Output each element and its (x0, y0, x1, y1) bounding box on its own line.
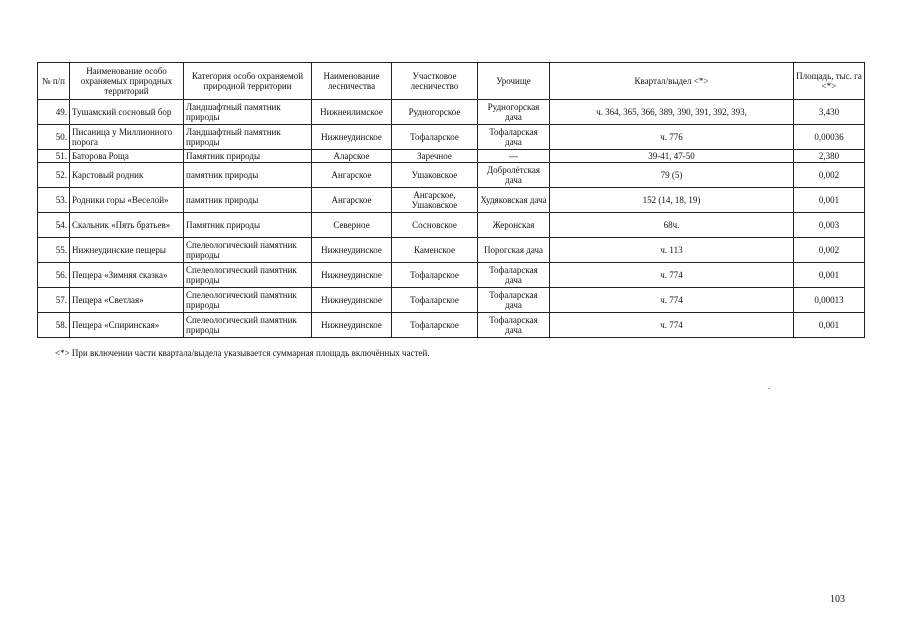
row-area: 0,002 (794, 238, 865, 263)
row-category: Спелеологический памятник природы (184, 313, 312, 338)
table-row (38, 150, 865, 163)
row-forestry: Нижнеудинское (312, 125, 392, 150)
header-forestry: Наименование лесничества (312, 63, 392, 100)
row-category: памятник природы (184, 188, 312, 213)
table-row (38, 100, 865, 125)
header-number: № п/п (38, 63, 70, 100)
row-tract: Тофаларская дача (478, 313, 550, 338)
row-number: 55. (38, 238, 70, 263)
row-area: 0,002 (794, 163, 865, 188)
row-district: Тофаларское (392, 288, 478, 313)
row-area: 3,430 (794, 100, 865, 125)
row-forestry: Северное (312, 213, 392, 238)
row-category: Ландшафтный памятник природы (184, 125, 312, 150)
table-row (38, 263, 865, 288)
row-tract: Рудногорская дача (478, 100, 550, 125)
row-quarter: 68ч. (550, 213, 794, 238)
table-header-row (38, 63, 865, 100)
row-district: Каменское (392, 238, 478, 263)
row-name: Скальник «Пять братьев» (70, 213, 184, 238)
row-tract: Жеронская (478, 213, 550, 238)
row-name: Пещера «Зимняя сказка» (70, 263, 184, 288)
header-name: Наименование особо охраняемых природных территорий (70, 63, 184, 100)
table-row (38, 238, 865, 263)
row-area: 0,00013 (794, 288, 865, 313)
row-name: Родники горы «Веселой» (70, 188, 184, 213)
row-number: 56. (38, 263, 70, 288)
row-name: Нижнеудинские пещеры (70, 238, 184, 263)
row-category: Спелеологический памятник природы (184, 263, 312, 288)
row-quarter: ч. 774 (550, 313, 794, 338)
row-category: Ландшафтный памятник природы (184, 100, 312, 125)
row-tract: Тофаларская дача (478, 288, 550, 313)
row-quarter: 79 (5) (550, 163, 794, 188)
row-district: Тофаларское (392, 313, 478, 338)
row-quarter: 152 (14, 18, 19) (550, 188, 794, 213)
row-category: Спелеологический памятник природы (184, 238, 312, 263)
footnote: <*> При включении части квартала/выдела указывается суммарная площадь включённых частей. (55, 348, 430, 358)
table-row (38, 188, 865, 213)
row-number: 57. (38, 288, 70, 313)
protected-areas-table (37, 62, 865, 338)
header-quarter: Квартал/выдел <*> (550, 63, 794, 100)
row-forestry: Аларское (312, 150, 392, 163)
row-category: памятник природы (184, 163, 312, 188)
row-forestry: Ангарское (312, 188, 392, 213)
table-row (38, 213, 865, 238)
row-area: 0,00036 (794, 125, 865, 150)
row-forestry: Нижнеудинское (312, 313, 392, 338)
row-forestry: Нижнеудинское (312, 238, 392, 263)
header-category: Категория особо охраняемой природной территории (184, 63, 312, 100)
row-district: Ангарское, Ушаковское (392, 188, 478, 213)
row-category: Памятник природы (184, 150, 312, 163)
row-district: Тофаларское (392, 125, 478, 150)
row-quarter: 39-41, 47-50 (550, 150, 794, 163)
row-district: Сосновское (392, 213, 478, 238)
table-row (38, 313, 865, 338)
row-forestry: Нижнеудинское (312, 288, 392, 313)
row-name: Писаница у Миллионного порога (70, 125, 184, 150)
row-name: Тушамский сосновый бор (70, 100, 184, 125)
row-tract: --- (478, 150, 550, 163)
row-number: 52. (38, 163, 70, 188)
row-district: Тофаларское (392, 263, 478, 288)
row-forestry: Нижнеудинское (312, 263, 392, 288)
row-district: Ушаковское (392, 163, 478, 188)
row-forestry: Ангарское (312, 163, 392, 188)
row-area: 0,003 (794, 213, 865, 238)
row-quarter: ч. 113 (550, 238, 794, 263)
row-category: Спелеологический памятник природы (184, 288, 312, 313)
page-number: 103 (830, 594, 845, 605)
row-number: 53. (38, 188, 70, 213)
row-tract: Порогская дача (478, 238, 550, 263)
row-quarter: ч. 776 (550, 125, 794, 150)
row-forestry: Нижнеилимское (312, 100, 392, 125)
row-tract: Тофаларская дача (478, 263, 550, 288)
row-area: 0,001 (794, 188, 865, 213)
row-name: Карстовый родник (70, 163, 184, 188)
table-row (38, 125, 865, 150)
table-row (38, 163, 865, 188)
row-tract: Добролётская дача (478, 163, 550, 188)
row-tract: Тофаларская дача (478, 125, 550, 150)
row-district: Заречное (392, 150, 478, 163)
row-name: Баторова Роща (70, 150, 184, 163)
row-quarter: ч. 364, 365, 366, 389, 390, 391, 392, 393, (550, 100, 794, 125)
row-name: Пещера «Спиринская» (70, 313, 184, 338)
row-district: Рудногорское (392, 100, 478, 125)
header-district-forestry: Участковое лесничество (392, 63, 478, 100)
row-category: Памятник природы (184, 213, 312, 238)
table-row (38, 288, 865, 313)
row-number: 51. (38, 150, 70, 163)
header-area: Площадь, тыс. га <*> (794, 63, 865, 100)
row-area: 2,380 (794, 150, 865, 163)
row-number: 54. (38, 213, 70, 238)
row-number: 50. (38, 125, 70, 150)
row-number: 49. (38, 100, 70, 125)
row-quarter: ч. 774 (550, 263, 794, 288)
row-area: 0,001 (794, 313, 865, 338)
row-area: 0,001 (794, 263, 865, 288)
scan-speck (768, 388, 770, 389)
row-number: 58. (38, 313, 70, 338)
row-name: Пещера «Светлая» (70, 288, 184, 313)
row-quarter: ч. 774 (550, 288, 794, 313)
row-tract: Худяковская дача (478, 188, 550, 213)
header-tract: Урочище (478, 63, 550, 100)
